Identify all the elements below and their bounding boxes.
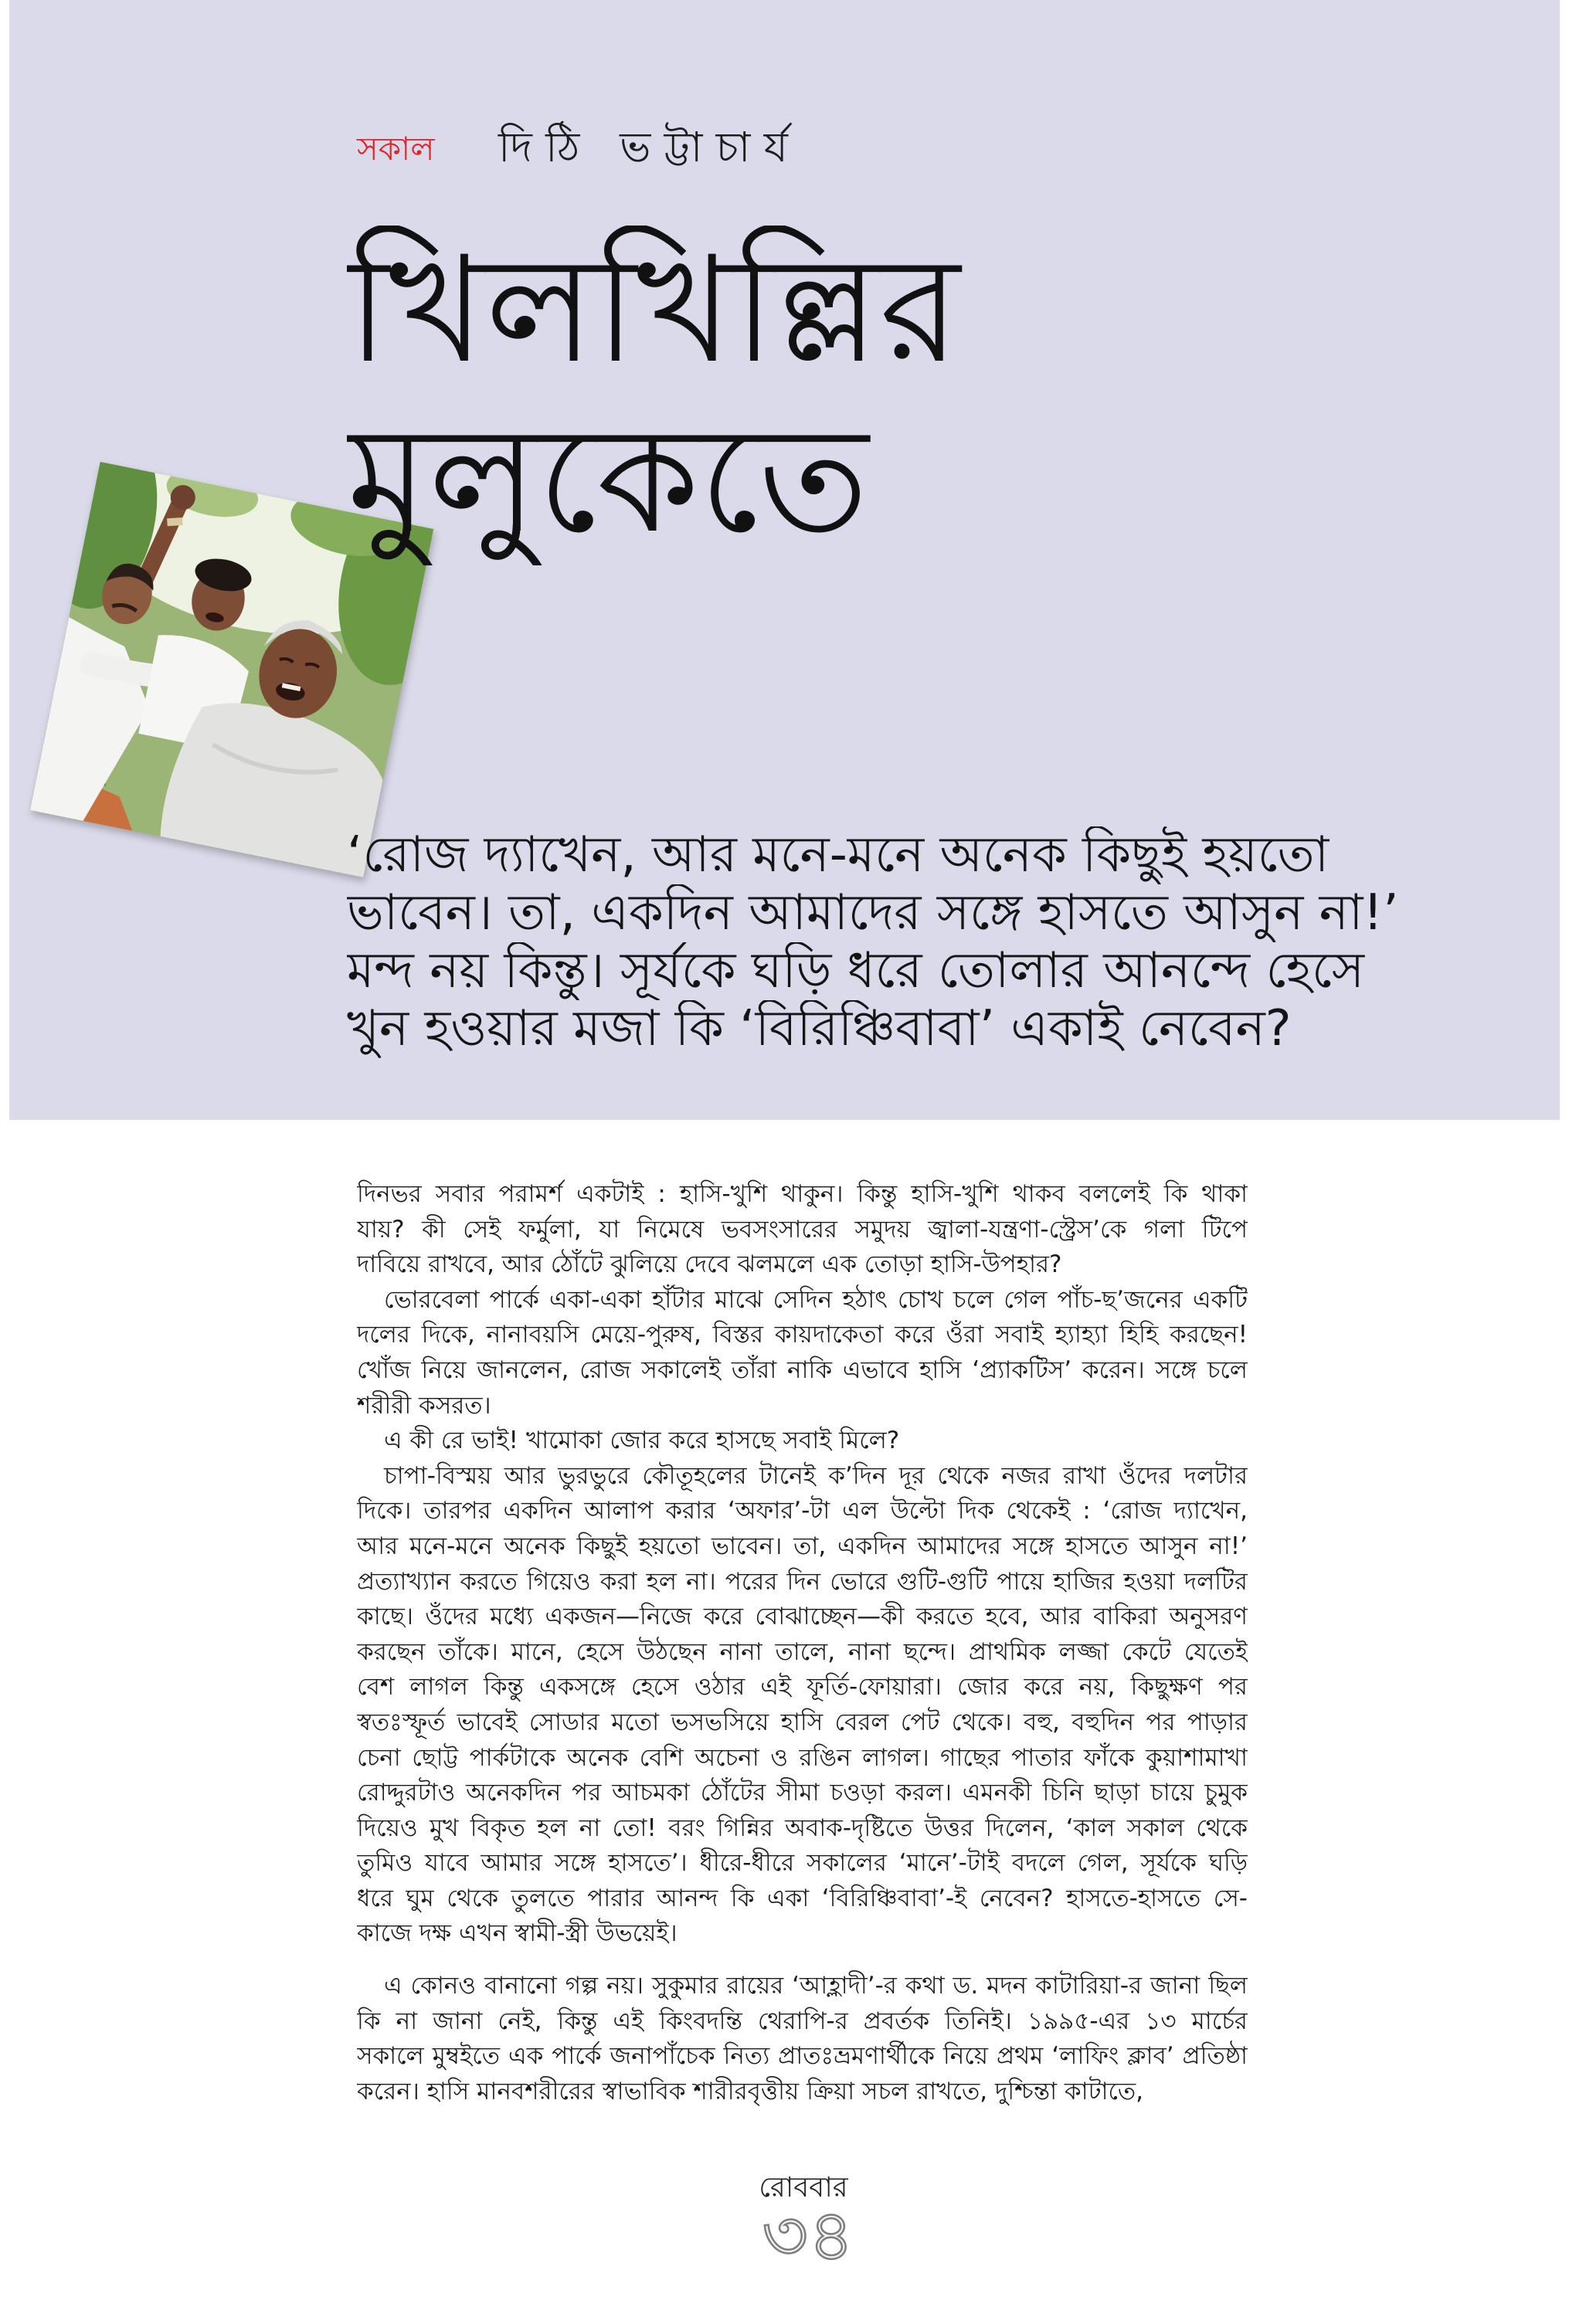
- section-label: সকাল: [357, 130, 435, 168]
- body-paragraph: [357, 1423, 1248, 1459]
- body-line: বেশ লাগল কিন্তু একসঙ্গে হেসে ওঠার এই ফূর্তি-ফোয়ারা। জোর করে নয়, কিছুক্ষণ পর: [357, 1673, 1248, 1701]
- body-line: শরীরী কসরত।: [357, 1391, 491, 1420]
- body-line: করছেন তাঁকে। মানে, হেসে উঠছেন নানা তালে, নানা ছন্দে। প্রাথমিক লজ্জা কেটে যেতেই: [357, 1637, 1248, 1666]
- body-line: সকালে মুম্বইতে এক পার্কে জনাপাঁচেক নিত্য প্রাতঃভ্রমণার্থীকে নিয়ে প্রথম ‘লাফিং ক্লাব’ প্রতিষ্ঠা: [357, 2042, 1248, 2071]
- page-number: ৩৪: [762, 2194, 854, 2277]
- body-line: রোদ্দুরটাও অনেকদিন পর আচমকা ঠোঁটের সীমা চওড়া করল। এমনকী চিনি ছাড়া চায়ে চুমুক: [357, 1779, 1248, 1807]
- pull-quote: [347, 826, 1552, 1058]
- body-line: যায়? কী সেই ফর্মুলা, যা নিমেষে ভবসংসারের সমুদয় জ্বালা-যন্ত্রণা-স্ট্রেস’কে গলা টিপে: [357, 1215, 1248, 1243]
- footer-magazine-name: রোববার: [759, 2172, 848, 2204]
- body-line: ধরে ঘুম থেকে তুলতে পারার আনন্দ কি একা ‘বিরিঞ্চিবাবা’-ই নেবেন? হাসতে-হাসতে সে-: [357, 1884, 1248, 1912]
- body-line: দিনভর সবার পরামর্শ একটাই : হাসি-খুশি থাকুন। কিন্তু হাসি-খুশি থাকব বললেই কি থাকা: [357, 1180, 1248, 1208]
- body-line: দাবিয়ে রাখবে, আর ঠোঁটে ঝুলিয়ে দেবে ঝলমলে এক তোড়া হাসি-উপহার?: [357, 1250, 1062, 1279]
- article-body: [357, 1177, 1248, 2109]
- body-line: চেনা ছোট্ট পার্কটাকে অনেক বেশি অচেনা ও রঙিন লাগল। গাছের পাতার ফাঁকে কুয়াশামাখা: [357, 1743, 1248, 1772]
- body-paragraph: [357, 1969, 1248, 2109]
- pull-quote-line: ভাবেন। তা, একদিন আমাদের সঙ্গে হাসতে আসুন না!’: [347, 884, 1399, 941]
- body-line: প্রত্যাখ্যান করতে গিয়েও করা হল না। পরের দিন ভোরে গুটি-গুটি পায়ে হাজির হওয়া দলটির: [357, 1567, 1248, 1596]
- body-line: কি না জানা নেই, কিন্তু এই কিংবদন্তি থেরাপি-র প্রবর্তক তিনিই। ১৯৯৫-এর ১৩ মার্চের: [357, 2007, 1248, 2035]
- body-line: এ কী রে ভাই! খামোকা জোর করে হাসছে সবাই মিলে?: [384, 1427, 900, 1455]
- body-line: দলের দিকে, নানাবয়সি মেয়ে-পুরুষ, বিস্তর কায়দাকেতা করে ওঁরা সবাই হ্যাহ্যা হিহি করছেন!: [357, 1321, 1248, 1349]
- body-line: এ কোনও বানানো গল্প নয়। সুকুমার রায়ের ‘আহ্লাদী’-র কথা ড. মদন কাটারিয়া-র জানা ছিল: [384, 1972, 1248, 2000]
- pull-quote-line: মন্দ নয় কিন্তু। সূর্যকে ঘড়ি ধরে তোলার আনন্দে হেসে: [347, 942, 1365, 999]
- body-paragraph: [357, 1283, 1248, 1423]
- pull-quote-line: খুন হওয়ার মজা কি ‘বিরিঞ্চিবাবা’ একাই নেবেন?: [347, 1000, 1292, 1057]
- headline-line-2: মুলুকেতে: [347, 395, 869, 565]
- body-line: খোঁজ নিয়ে জানলেন, রোজ সকালেই তাঁরা নাকি এভাবে হাসি ‘প্র্যাকটিস’ করেন। সঙ্গে চলে: [357, 1355, 1248, 1384]
- body-line: আর মনে-মনে অনেক কিছুই হয়তো ভাবেন। তা, একদিন আমাদের সঙ্গে হাসতে আসুন না!’: [357, 1532, 1248, 1560]
- headline-line-1: খিলখিল্লির: [347, 226, 960, 395]
- body-line: করেন। হাসি মানবশরীরের স্বাভাবিক শারীরবৃত্তীয় ক্রিয়া সচল রাখতে, দুশ্চিন্তা কাটাতে,: [357, 2077, 1144, 2105]
- body-line: দিকে। তারপর একদিন আলাপ করার ‘অফার’-টা এল উল্টো দিক থেকেই : ‘রোজ দ্যাখেন,: [357, 1497, 1248, 1525]
- body-line: স্বতঃস্ফূর্ত ভাবেই সোডার মতো ভসভসিয়ে হাসি বেরল পেট থেকে। বহু, বহুদিন পর পাড়ার: [357, 1708, 1248, 1736]
- pull-quote-line: ‘রোজ দ্যাখেন, আর মনে-মনে অনেক কিছুই হয়তো: [347, 826, 1330, 884]
- body-paragraph: [357, 1177, 1248, 1283]
- headline: [347, 226, 1537, 565]
- body-line: ভোরবেলা পার্কে একা-একা হাঁটার মাঝে সেদিন হঠাৎ চোখ চলে গেল পাঁচ-ছ’জনের একটি: [384, 1285, 1248, 1314]
- body-paragraph: [357, 1459, 1248, 1952]
- body-line: কাছে। ওঁদের মধ্যে একজন—নিজে করে বোঝাচ্ছেন—কী করতে হবে, আর বাকিরা অনুসরণ: [357, 1603, 1248, 1631]
- body-line: তুমিও যাবে আমার সঙ্গে হাসতে’। ধীরে-ধীরে সকালের ‘মানে’-টাই বদলে গেল, সূর্যকে ঘড়ি: [357, 1849, 1248, 1878]
- body-line: কাজে দক্ষ এখন স্বামী-স্ত্রী উভয়েই।: [357, 1919, 678, 1948]
- body-line: দিয়েও মুখ বিকৃত হল না তো! বরং গিন্নির অবাক-দৃষ্টিতে উত্তর দিলেন, ‘কাল সকাল থেকে: [357, 1813, 1248, 1842]
- author-byline: দিঠি ভট্টাচার্য: [498, 123, 802, 171]
- body-line: চাপা-বিস্ময় আর ভুরভুরে কৌতূহলের টানেই ক’দিন দূর থেকে নজর রাখা ওঁদের দলটার: [384, 1461, 1248, 1490]
